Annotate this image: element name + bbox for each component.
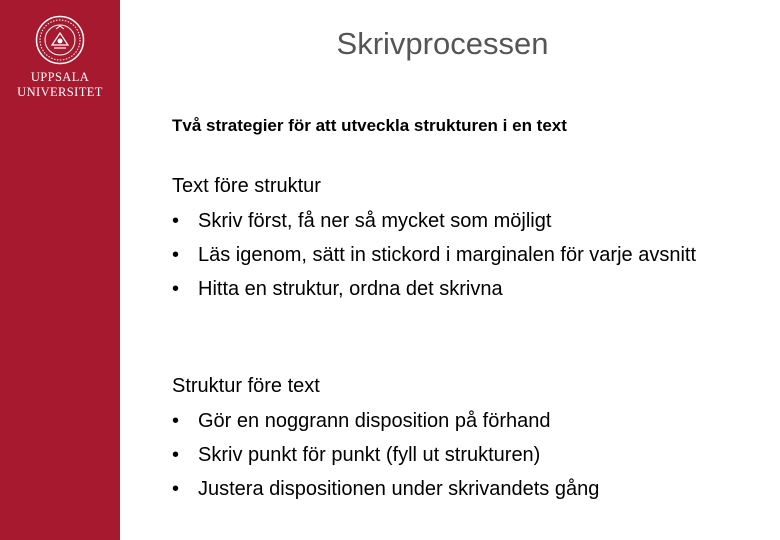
university-logo — [0, 70, 120, 100]
list-item-text: Justera dispositionen under skrivandets gång — [198, 478, 600, 500]
section-text-before-structure — [172, 173, 732, 301]
brand-sidebar — [0, 0, 120, 540]
section-heading: Text före struktur — [172, 175, 321, 197]
slide-subtitle: Två strategier för att utveckla strukturen i en text — [172, 116, 567, 135]
list-item — [172, 244, 732, 267]
list-item-text: Hitta en struktur, ordna det skrivna — [198, 278, 503, 300]
list-item — [172, 410, 732, 433]
logo-line-1: UPPSALA — [30, 70, 90, 84]
bullet-list — [172, 410, 732, 501]
bullet-icon: • — [172, 244, 180, 266]
slide-title: Skrivprocessen — [336, 26, 549, 61]
university-seal-icon — [35, 15, 85, 65]
list-item-text: Läs igenom, sätt in stickord i marginalen för varje avsnitt — [198, 244, 696, 266]
list-item-text: Skriv först, få ner så mycket som möjligt — [198, 210, 552, 232]
list-item — [172, 478, 732, 501]
list-item — [172, 278, 732, 301]
list-item — [172, 444, 732, 467]
section-heading: Struktur före text — [172, 375, 320, 397]
bullet-icon: • — [172, 444, 180, 466]
list-item — [172, 210, 732, 233]
bullet-icon: • — [172, 278, 180, 300]
section-structure-before-text — [172, 373, 732, 501]
bullet-icon: • — [172, 478, 180, 500]
list-item-text: Skriv punkt för punkt (fyll ut strukturen) — [198, 444, 541, 466]
logo-line-2: UNIVERSITET — [17, 85, 103, 99]
list-item-text: Gör en noggrann disposition på förhand — [198, 410, 551, 432]
bullet-icon: • — [172, 210, 180, 232]
bullet-list — [172, 210, 732, 301]
bullet-icon: • — [172, 410, 180, 432]
